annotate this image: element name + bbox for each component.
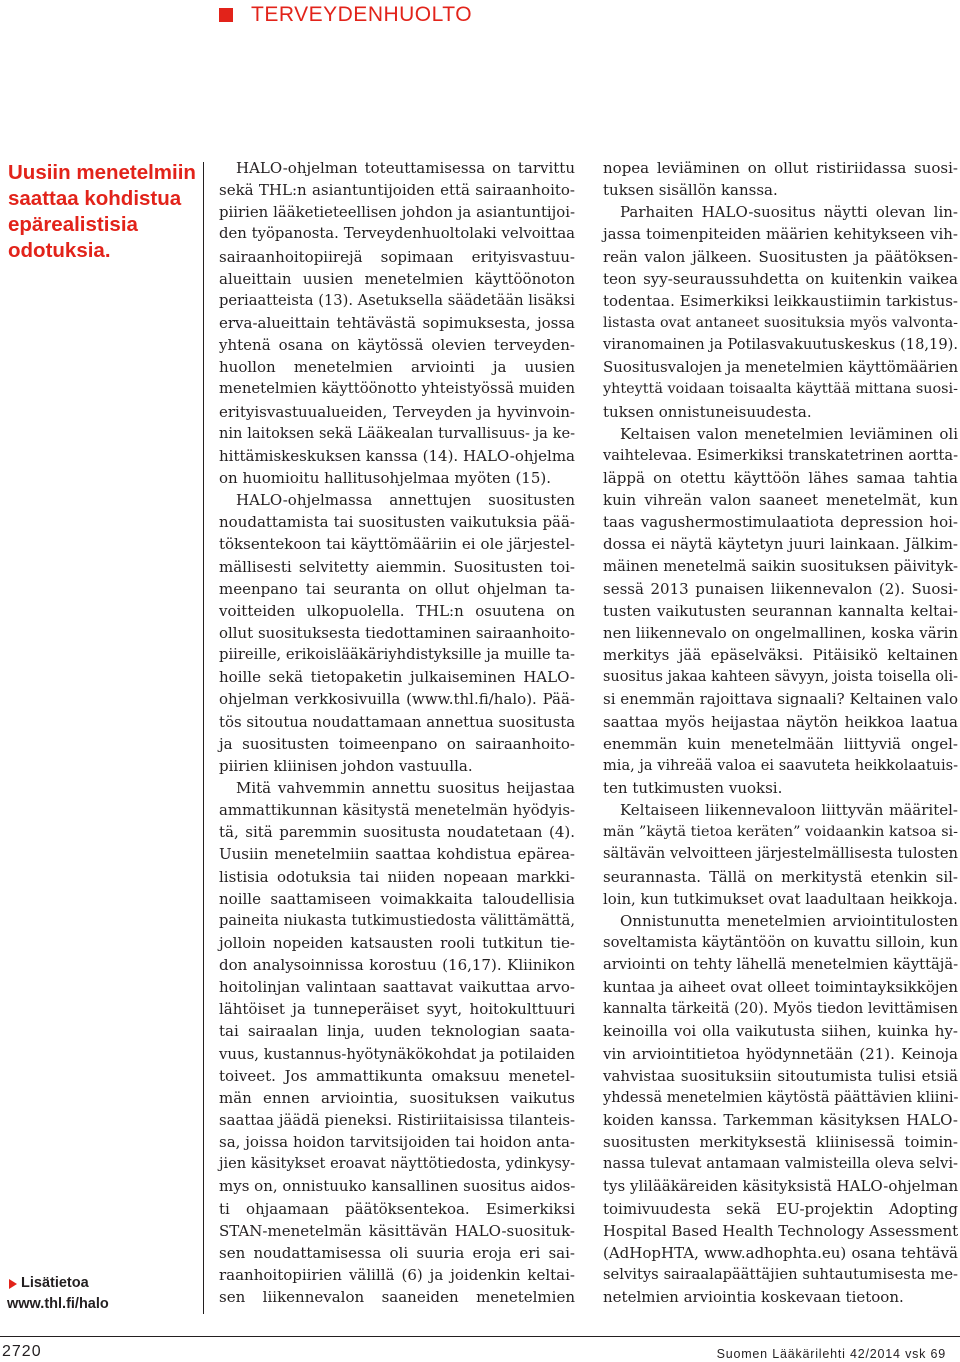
text-line: ammattikunnan käsitystä menetelmän hyödyis- xyxy=(219,801,575,820)
text-line: ollut suosituksesta tiedottaminen sairaanhoito- xyxy=(219,623,575,642)
text-line: listasta ovat antaneet suosituksia myös valvonta- xyxy=(603,314,958,331)
pull-quote-line: epärealistisia xyxy=(8,213,138,236)
text-line: ten tutkimusten vuoksi. xyxy=(603,778,783,797)
text-line: STAN-menetelmän käsittävän HALO-suosituk- xyxy=(219,1221,575,1240)
text-line: sairaanhoitopiirejä sopimaan erityisvastuu- xyxy=(219,247,575,266)
text-line: suositusten merkityksestä kliinisessä toimin- xyxy=(603,1133,958,1152)
text-line: vin arviointitietoa hyödynnetään (21). Keinoja xyxy=(603,1044,958,1063)
text-line: merkitys jää epäselväksi. Pitäisikö keltainen xyxy=(603,646,958,665)
text-line: Onnistunutta menetelmien arviointitulosten xyxy=(620,911,958,930)
text-line: suositus jakaa kahteen sävyyn, joista toisella oli- xyxy=(603,669,958,686)
text-line: reän valon jälkeen. Suositusten ja päätöksen- xyxy=(603,247,958,266)
text-line: nopea leviäminen on ollut ristiriidassa suosi- xyxy=(603,159,958,177)
arrow-right-icon xyxy=(9,1279,17,1289)
text-line: arviointi on tehty lähellä menetelmien käyttäjä- xyxy=(603,956,959,974)
text-line: toiveet. Jos ammattikunta omaksuu menetel- xyxy=(219,1066,575,1085)
text-line: töksentekoon tai käyttömääriin ei ole järjestel- xyxy=(219,535,575,554)
text-line: si enemmän rajoittava signaali? Keltainen valo xyxy=(603,690,958,709)
text-line: Keltaiseen liikennevaloon liittyvän määritel- xyxy=(620,801,958,820)
text-line: paineita niukasta tutkimustiedosta välittämättä, xyxy=(219,911,575,929)
text-line: mäinen menetelmä saikin suosituksen päivityk- xyxy=(603,557,958,575)
text-line: mällisesti selvitetty aiemmin. Suositusten toi- xyxy=(219,557,575,576)
section-title: TERVEYDENHUOLTO xyxy=(251,3,473,26)
text-line: don analysoinnissa korostuu (16,17). Kliinikon xyxy=(219,956,575,975)
text-line: hoille sekä tietopaketin julkaiseminen HALO- xyxy=(219,668,575,687)
text-line: taas vagushermostimulaatiota depression hoi- xyxy=(603,513,958,532)
text-line: vuus, kustannus-hyötynäkökohdat ja potilaiden xyxy=(219,1044,575,1063)
text-line: netelmien arviointia koskevaan tietoon. xyxy=(603,1288,904,1307)
text-line: Hospital Based Health Technology Assessment xyxy=(603,1221,959,1240)
text-line: tä, sitä paremmin suositusta noudatetaan (4). xyxy=(219,823,575,842)
text-line: keinoilla voi olla vaikutusta siihen, kuinka hy- xyxy=(603,1022,958,1041)
text-line: män ”käytä tietoa keräten” voidaankin katsoa si- xyxy=(603,824,958,841)
text-line: saattaa jäädä pieneksi. Ristiriitaisissa tilanteis- xyxy=(219,1111,575,1130)
text-line: sen liikennevalon saaneiden menetelmien xyxy=(219,1288,575,1307)
text-line: män ennen arviointia, suosituksen vaikutus xyxy=(219,1088,575,1107)
text-line: piirien lääketieteellisen johdon ja asiantuntijoi- xyxy=(219,203,575,222)
text-column-2 xyxy=(603,157,958,1308)
text-line: erva-alueittain tehtävästä sopimuksesta, jossa xyxy=(219,313,575,332)
text-line: yhteyttä voidaan toisaalta käyttää mittana suosi- xyxy=(603,381,958,398)
text-line: mys on, onnistuuko kansallinen suositus aidos- xyxy=(219,1177,576,1196)
text-line: sa, joissa hoidon tarvitsijoiden tai hoidon anta- xyxy=(219,1133,575,1152)
pull-quote-line: Uusiin menetelmiin xyxy=(8,161,196,184)
text-line: selvitys sairaalapäättäjien suhtautumisesta me- xyxy=(603,1266,958,1284)
text-line: lähtöiset ja tunneperäiset syyt, hoitokulttuuri xyxy=(219,1000,575,1019)
text-line: yhtenä osana on käytössä olevien terveyden- xyxy=(219,336,575,355)
info-link[interactable]: www.thl.fi/halo xyxy=(7,1296,109,1312)
page-number: 2720 xyxy=(2,1343,42,1360)
text-line: ti ohjaamaan päätöksentekoa. Esimerkiksi xyxy=(219,1199,575,1218)
text-line: nen liikennevalo on ongelmallinen, koska värin xyxy=(603,623,958,642)
text-line: toimivuudesta sekä EU-projektin Adopting xyxy=(603,1199,958,1218)
text-line: teon syy-seuraussuhdetta on kuitenkin vaikea xyxy=(603,269,958,288)
text-line: HALO-ohjelmassa annettujen suositusten xyxy=(236,491,575,510)
info-box xyxy=(7,1273,109,1315)
text-line: voitteiden ulkopuolella. THL:n osuutena on xyxy=(219,601,575,620)
text-line: enemmän kuin menetelmään liittyviä ongel- xyxy=(603,734,958,753)
text-line: Parhaiten HALO-suositus näytti olevan lin- xyxy=(620,203,958,222)
text-line: tuksen sisällön kanssa. xyxy=(603,181,778,200)
text-line: noille saattamiseen voimakkaita taloudellisia xyxy=(219,889,575,908)
text-line: hittämiskeskuksen kanssa (14). HALO-ohjelma xyxy=(219,446,575,465)
text-line: seurannasta. Tällä on merkitystä etenkin sil- xyxy=(603,867,958,886)
text-line: ohjelman verkkosivuilla (www.thl.fi/halo). Pää- xyxy=(219,690,575,709)
text-line: hoitolinjan valintaan saattavat vaikuttaa arvo- xyxy=(219,978,575,997)
text-line: menetelmien käyttöönotto yhteistyössä muiden xyxy=(219,380,575,398)
section-header xyxy=(219,2,472,28)
text-line: (AdHopHTA, www.adhophta.eu) osana tehtävä xyxy=(603,1243,958,1262)
pull-quote xyxy=(8,160,196,264)
text-line: todentaa. Esimerkiksi leikkaustiimin tarkistus- xyxy=(603,291,958,310)
text-line: Keltaisen valon menetelmien leviäminen oli xyxy=(620,424,958,443)
text-line: dossa ei näytä käytetyn juuri lainkaan. Jälkim- xyxy=(603,535,958,554)
journal-info: Suomen Lääkärilehti 42/2014 vsk 69 xyxy=(716,1347,946,1361)
text-line: tys ylilääkäreiden käsityksistä HALO-ohjelman xyxy=(603,1177,959,1196)
pull-quote-line: odotuksia. xyxy=(8,239,111,262)
text-line: HALO-ohjelman toteuttamisessa on tarvittu xyxy=(236,159,575,177)
text-line: nassa tulevat antamaan valmisteilla oleva selvi- xyxy=(603,1155,958,1173)
text-line: vaihtelevaa. Esimerkiksi transkatetrinen aortta- xyxy=(603,446,958,464)
text-line: sessä 2013 punaisen liikennevalon (2). Suosi- xyxy=(603,579,958,598)
text-line: soveltamista käytäntöön on kuvattu silloin, kun xyxy=(603,933,958,951)
text-line: yhdessä menetelmien käytöstä päättävien kliini- xyxy=(603,1088,959,1106)
text-line: tusten vaikutusten seurannan kannalta keltai- xyxy=(603,601,958,620)
text-line: Mitä vahvemmin annettu suositus heijastaa xyxy=(236,778,575,797)
text-line: tös sitoutua noudattamaan annettua suositusta xyxy=(219,712,576,731)
text-line: meenpano tai seuranta on ollut ohjelman ta- xyxy=(219,579,575,598)
text-line: kannalta tärkeitä (20). Myös tiedon levittämisen xyxy=(603,1001,958,1018)
column-divider xyxy=(203,162,204,1314)
text-line: sen noudattamisessa oli suuria eroja eri sai- xyxy=(219,1243,575,1262)
text-line: piireille, erikoislääkäriyhdistyksille ja muille ta- xyxy=(219,646,576,664)
text-line: kuin vihreän valon saaneet menetelmät, kun xyxy=(603,491,958,510)
text-line: vahvistaa suosituksiin sitoutumista tulisi etsiä xyxy=(603,1066,958,1085)
text-line: tuksen onnistuneisuudesta. xyxy=(603,402,812,421)
text-line: läppä on otettu käyttöön lähes samaa tahtia xyxy=(603,468,958,487)
text-line: Uusiin menetelmiin saattaa kohdistua epärea- xyxy=(219,845,575,864)
info-label: Lisätietoa xyxy=(21,1275,89,1291)
text-line: on huomioitu hallitusohjelmaa myöten (15). xyxy=(219,468,552,487)
text-line: noudattamista tai suositusten vaikutuksia pää- xyxy=(219,513,575,532)
text-line: koiden kanssa. Tarkemman käsityksen HALO- xyxy=(603,1111,958,1130)
text-line: raanhoitopiirien välillä (6) ja joidenkin keltai- xyxy=(219,1266,575,1285)
text-column-1 xyxy=(219,157,575,1308)
pull-quote-line: saattaa kohdistua xyxy=(8,187,182,210)
footer-rule xyxy=(0,1336,960,1337)
text-line: tai sairaalan linja, uuden teknologian saata- xyxy=(219,1022,575,1041)
text-line: periaatteista (13). Asetuksella säädetään lisäksi xyxy=(219,291,575,309)
text-line: sältävän velvoitteen järjestelmällisesta tulosten xyxy=(603,845,958,863)
text-line: sekä THL:n asiantuntijoiden että sairaanhoito- xyxy=(219,181,575,200)
text-line: nin laitoksen sekä Lääkealan turvallisuus- ja ke- xyxy=(219,424,575,442)
text-line: saattaa myös heijastaa näytön heikkoa laatua xyxy=(603,712,958,731)
section-marker-square xyxy=(219,8,233,22)
text-line: alueittain uusien menetelmien käyttöönoton xyxy=(219,269,575,288)
text-line: jien käsitykset eroavat näyttötiedosta, ydinkysy- xyxy=(219,1155,575,1173)
text-line: mia, ja vihreää valoa ei saavuteta heikkolaatuis- xyxy=(603,756,958,774)
text-line: kuntaa ja aiheet ovat olleet toimintayksikköjen xyxy=(603,978,958,997)
text-line: erityisvastuualueiden, Terveyden ja hyvinvoin- xyxy=(219,402,575,421)
text-line: huollon menetelmien arviointi ja uusien xyxy=(219,358,575,377)
text-line: jolloin nopeiden katsausten rooli tutkitun tie- xyxy=(219,933,575,952)
text-line: listisia odotuksia tai niiden nopeaan markki- xyxy=(219,867,575,886)
text-line: den työpanosta. Terveydenhuoltolaki velvoittaa xyxy=(219,225,575,243)
text-line: piirien kliinisen johdon vastuulla. xyxy=(219,756,473,775)
text-line: Suositusvalojen ja menetelmien käyttömäärien xyxy=(603,358,959,377)
text-line: viranomainen ja Potilasvakuutuskeskus (18,19). xyxy=(603,336,958,354)
text-line: loin, kun tutkimukset ovat laadultaan heikkoja. xyxy=(603,889,958,908)
text-line: jassa toimenpiteiden määrien kehitykseen vih- xyxy=(603,225,958,244)
text-line: ja suositusten toimeenpano on sairaanhoito- xyxy=(219,734,575,753)
